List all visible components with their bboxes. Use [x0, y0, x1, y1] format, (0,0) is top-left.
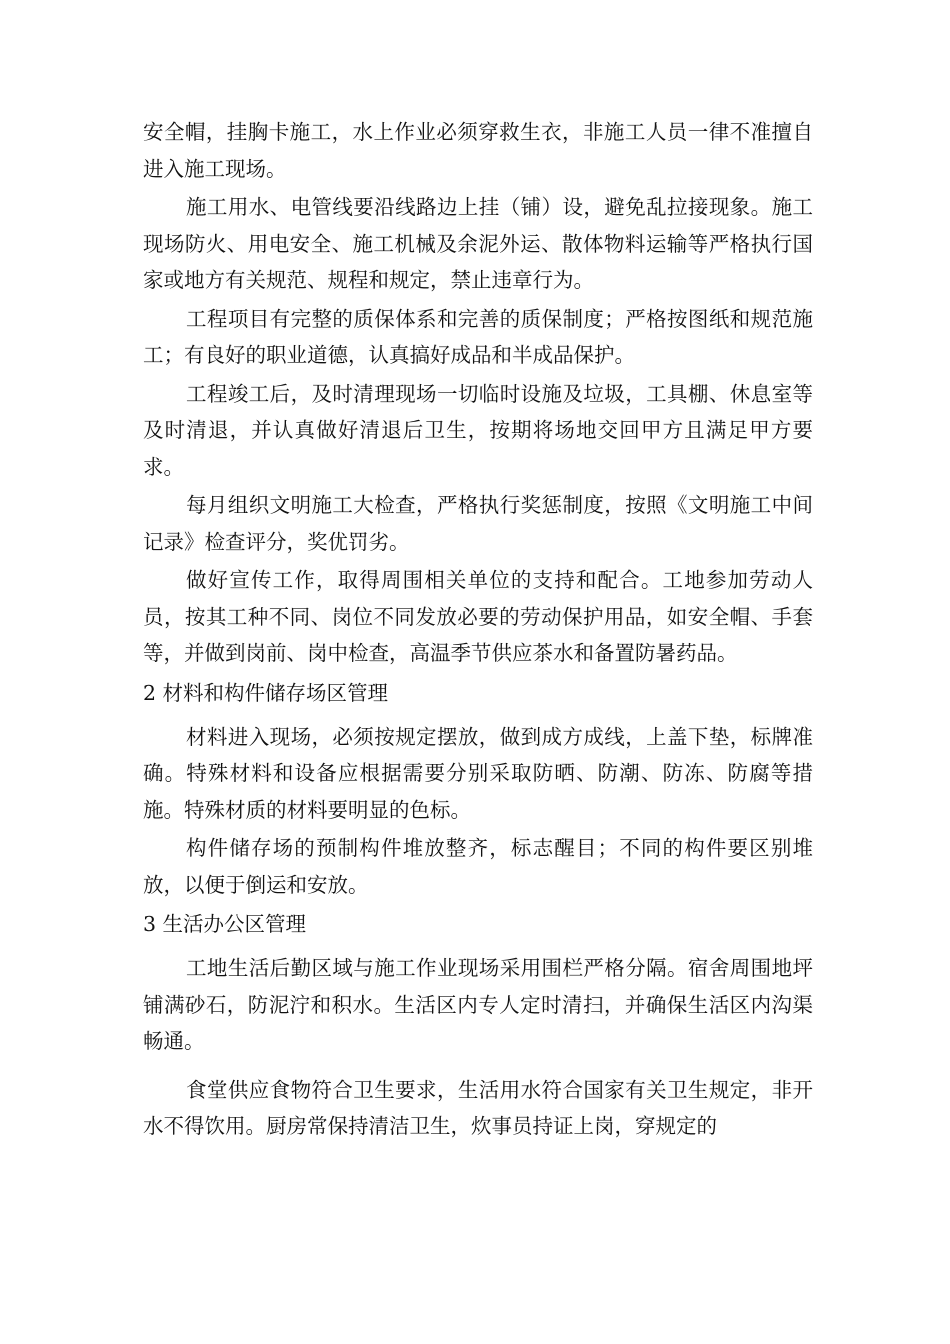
- paragraph: 构件储存场的预制构件堆放整齐，标志醒目；不同的构件要区别堆放，以便于倒运和安放。: [143, 836, 813, 897]
- section-heading: 2 材料和构件储存场区管理: [143, 680, 389, 705]
- paragraph: 工地生活后勤区域与施工作业现场采用围栏严格分隔。宿舍周围地坪铺满砂石，防泥泞和积水。生活区内专人定时清扫，并确保生活区内沟渠畅通。: [143, 956, 813, 1053]
- paragraph: 食堂供应食物符合卫生要求，生活用水符合国家有关卫生规定，非开水不得饮用。厨房常保持清洁卫生，炊事员持证上岗，穿规定的: [143, 1077, 813, 1138]
- paragraph: 做好宣传工作，取得周围相关单位的支持和配合。工地参加劳动人员，按其工种不同、岗位不同发放必要的劳动保护用品，如安全帽、手套等，并做到岗前、岗中检查，高温季节供应茶水和备置防暑药品。: [143, 568, 813, 665]
- paragraph: 每月组织文明施工大检查，严格执行奖惩制度，按照《文明施工中间记录》检查评分，奖优罚劣。: [143, 493, 813, 554]
- paragraph: 材料进入现场，必须按规定摆放，做到成方成线，上盖下垫，标牌准确。特殊材料和设备应根据需要分别采取防晒、防潮、防冻、防腐等措施。特殊材质的材料要明显的色标。: [143, 724, 813, 822]
- paragraph: 工程项目有完整的质保体系和完善的质保制度；严格按图纸和规范施工；有良好的职业道德，认真搞好成品和半成品保护。: [143, 306, 813, 367]
- paragraph: 安全帽，挂胸卡施工，水上作业必须穿救生衣，非施工人员一律不准擅自进入施工现场。: [143, 120, 813, 181]
- document-body: [143, 114, 813, 1147]
- paragraph: 施工用水、电管线要沿线路边上挂（铺）设，避免乱拉接现象。施工现场防火、用电安全、施工机械及余泥外运、散体物料运输等严格执行国家或地方有关规范、规程和规定，禁止违章行为。: [143, 195, 813, 292]
- section-heading: 3 生活办公区管理: [143, 912, 307, 936]
- paragraph: 工程竣工后，及时清理现场一切临时设施及垃圾，工具棚、休息室等及时清退，并认真做好清退后卫生，按期将场地交回甲方且满足甲方要求。: [143, 381, 813, 479]
